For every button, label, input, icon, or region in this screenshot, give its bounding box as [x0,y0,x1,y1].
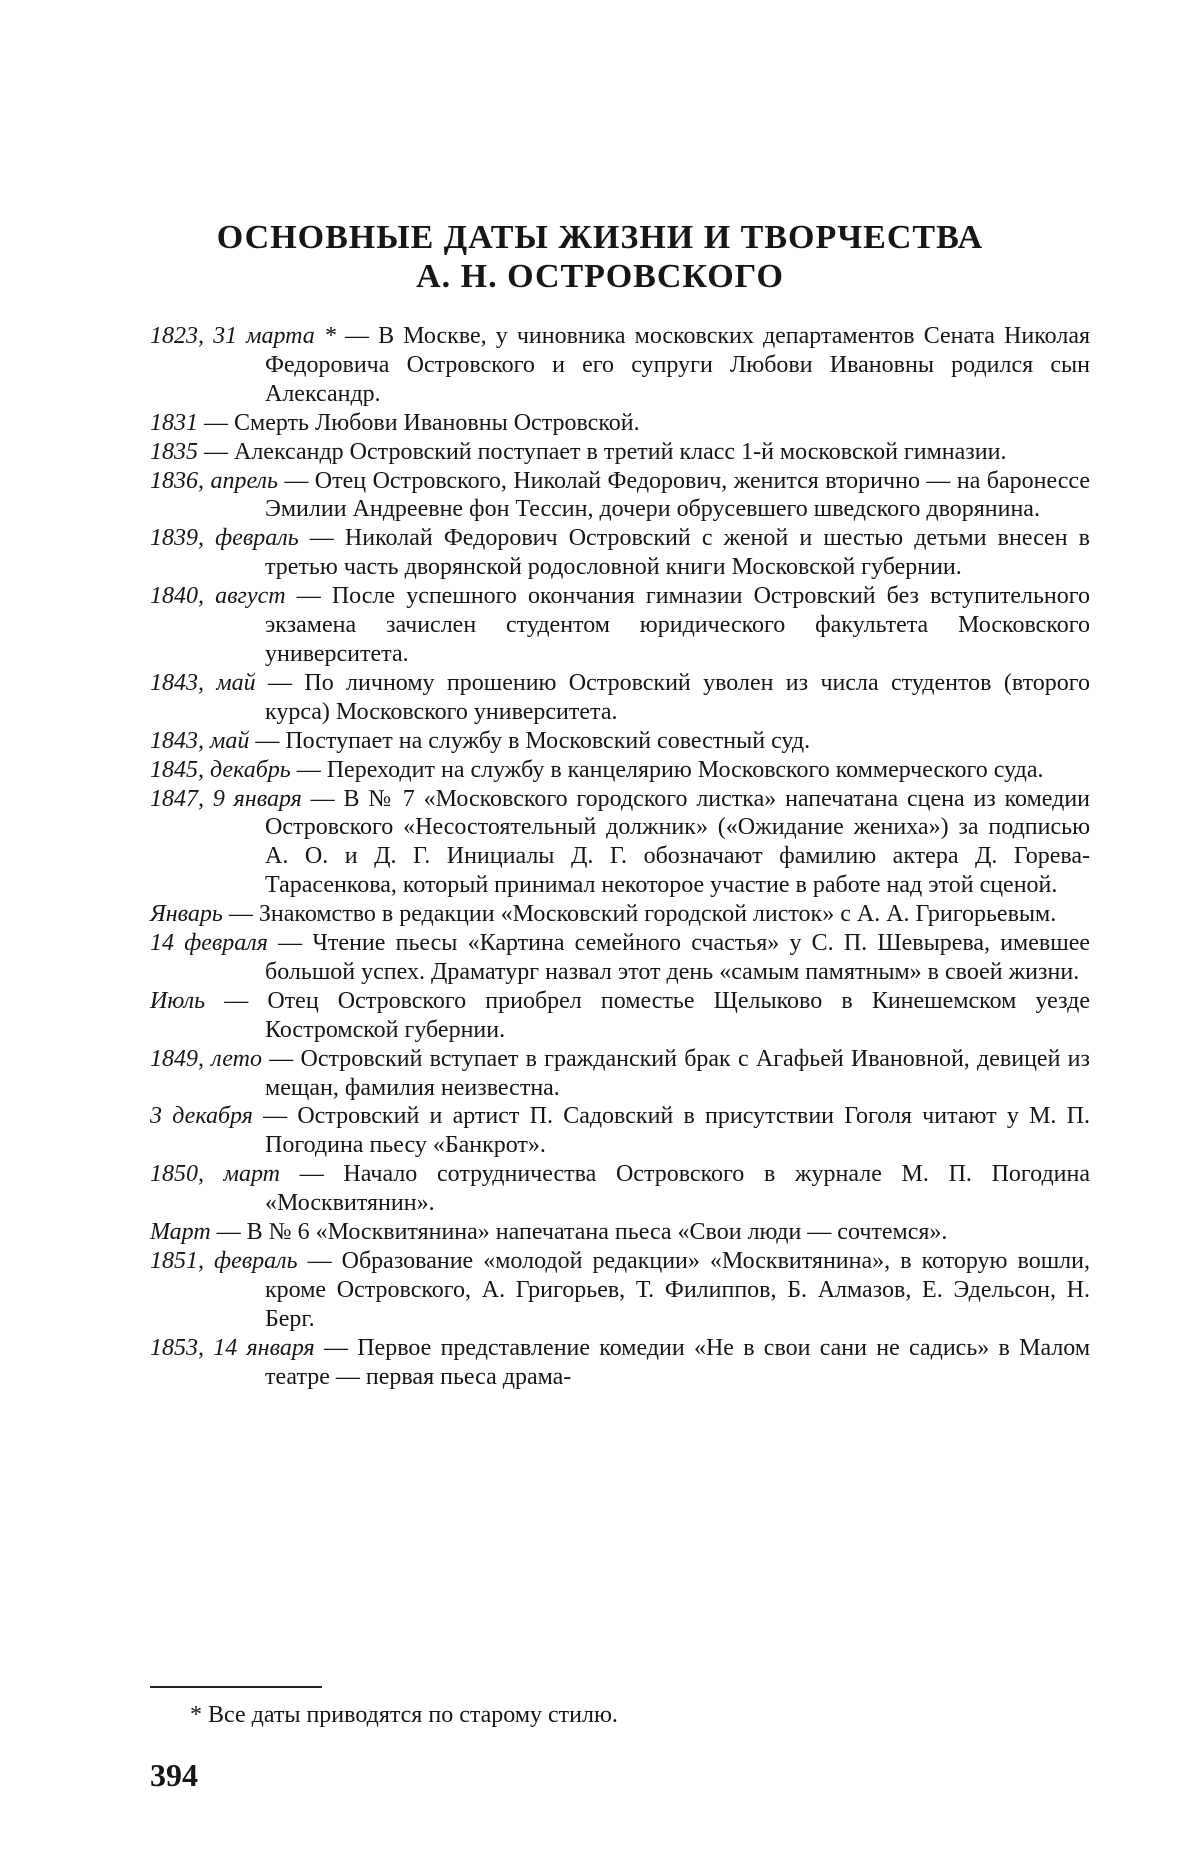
entry-text: — Островский вступает в гражданский брак с Агафьей Ивановной, девицей из мещан, фамилия неизвестна. [265,1045,1090,1101]
entry-date: 1849, лето [150,1045,262,1072]
entry-date: 1845, декабрь [150,756,291,783]
chronology-entry [150,1218,1090,1247]
chronology-entry [150,322,1090,409]
entry-date: 1840, август [150,583,286,610]
entry-date: Март [150,1219,211,1246]
chronology-entry [150,785,1090,901]
entry-text: — Николай Федорович Островский с женой и шестью детьми внесен в третью часть дворянской родословной книги Московской губернии. [265,525,1091,581]
entry-text: — Смерть Любови Ивановны Островской. [204,409,640,436]
chronology-entry [150,669,1090,727]
entry-date: 1836, апрель [150,467,278,494]
entry-text: — В № 6 «Москвитянина» напечатана пьеса «Свои люди — сочтемся». [216,1219,948,1246]
chronology-entry [150,756,1090,785]
page-title-line2: А. Н. ОСТРОВСКОГО [416,258,784,295]
entry-date: 1853, 14 января [150,1334,315,1361]
entry-text: — Начало сотрудничества Островского в журнале М. П. Погодина «Москвитянин». [265,1161,1091,1217]
footnote-divider [150,1686,322,1688]
entry-date: 1843, май [150,669,256,696]
chronology-list [150,322,1090,1392]
chronology-entry [150,409,1090,438]
chronology-entry [150,582,1090,669]
entry-date: 1850, март [150,1161,281,1188]
entry-text: — Образование «молодой редакции» «Москвитянина», в которую вошли, кроме Островского, А. Григорьев, Т. Филиппов, Б. Алмазов, Е. Эдельсон, Н. Берг. [265,1248,1090,1332]
entry-text: — В № 7 «Московского городского листка» напечатана сцена из комедии Островского «Несостоятельный должник» («Ожидание жениха») за подписью А. О. и Д. Г. Инициалы Д. Г. обозначают фамилию актера Д. Горева-Тарасенкова, который принимал некоторое участие в работе над этой сценой. [265,785,1091,899]
entry-date: 1847, 9 января [150,785,302,812]
entry-date: Январь [150,901,223,928]
entry-date: 1823, 31 марта * [150,323,336,349]
chronology-entry [150,727,1090,756]
entry-text: — Поступает на службу в Московский совестный суд. [255,727,811,754]
chronology-entry [150,1247,1090,1334]
entry-date: 1851, февраль [150,1248,298,1274]
entry-date: 14 февраля [150,930,268,957]
entry-date: 1831 [150,409,198,436]
chronology-entry [150,467,1090,525]
chronology-entry [150,900,1090,929]
chronology-entry [150,438,1090,467]
chronology-entry [150,524,1090,582]
footnote: * Все даты приводятся по старому стилю. [190,1702,618,1728]
page-title-line1: ОСНОВНЫЕ ДАТЫ ЖИЗНИ И ТВОРЧЕСТВА [216,219,984,256]
entry-text: — Александр Островский поступает в третий класс 1-й московской гимназии. [204,438,1007,465]
entry-date: 1843, май [150,727,250,754]
chronology-entry [150,987,1090,1045]
chronology-entry [150,1102,1090,1160]
entry-text: — По личному прошению Островский уволен из числа студентов (второго курса) Московского университета. [265,669,1091,725]
entry-text: — Первое представление комедии «Не в свои сани не садись» в Малом театре — первая пьеса драма- [265,1334,1091,1390]
entry-text: — Островский и артист П. Садовский в присутствии Гоголя читают у М. П. Погодина пьесу «Банкрот». [263,1103,1090,1159]
entry-text: — Чтение пьесы «Картина семейного счастья» у С. П. Шевырева, имевшее большой успех. Драматург назвал этот день «самым памятным» в своей жизни. [265,930,1091,985]
entry-date: 3 декабря [150,1103,253,1130]
entry-text: — Переходит на службу в канцелярию Московского коммерческого суда. [296,756,1044,783]
entry-text: — Знакомство в редакции «Московский городской листок» с А. А. Григорьевым. [228,901,1057,928]
chronology-entry [150,1160,1090,1218]
chronology-entry [150,1045,1090,1103]
chronology-entry [150,929,1090,987]
chronology-entry [150,1334,1090,1392]
entry-text: — В Москве, у чиновника московских департаментов Сената Николая Федоровича Островского и его супруги Любови Ивановны родился сын Александр. [265,323,1091,407]
entry-date: 1835 [150,438,198,465]
entry-date: Июль [150,987,206,1014]
page-number: 394 [150,1757,198,1793]
entry-date: 1839, февраль [150,525,299,552]
entry-text: — Отец Островского приобрел поместье Щелыково в Кинешемском уезде Костромской губернии. [224,987,1091,1043]
entry-text: — После успешного окончания гимназии Островский без вступительного экзамена зачислен студентом юридического факультета Московского университета. [265,583,1090,667]
entry-text: — Отец Островского, Николай Федорович, женится вторично — на баронессе Эмилии Андреевне фон Тессин, дочери обрусевшего шведского дворянина. [265,467,1090,523]
